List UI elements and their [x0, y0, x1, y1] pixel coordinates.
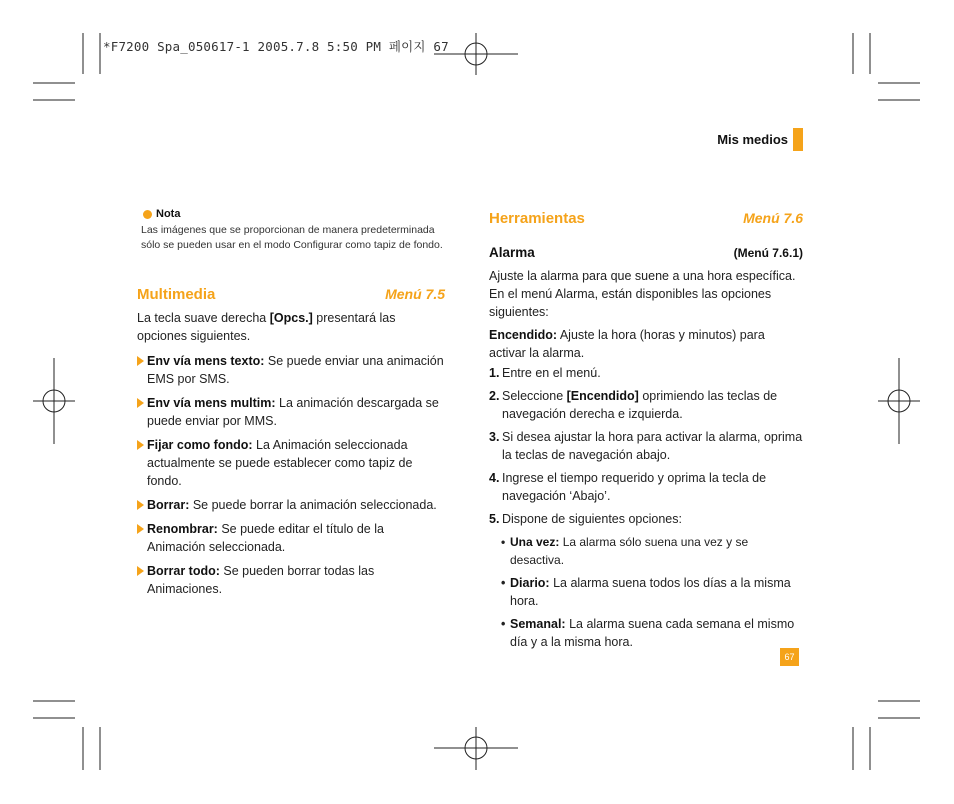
herramientas-title: Herramientas	[489, 210, 585, 227]
note-title: Nota	[156, 208, 181, 220]
option-desc: La alarma suena cada semana el mismo día y a la misma hora.	[510, 617, 795, 649]
arrow-icon	[137, 440, 144, 450]
note-heading	[141, 207, 451, 223]
step-item	[489, 364, 803, 382]
item-term: Fijar como fondo:	[147, 438, 253, 452]
item-desc: Se puede borrar la animación seleccionada.	[189, 498, 437, 512]
alarma-header	[489, 244, 803, 262]
item-term: Env vía mens texto:	[147, 354, 265, 368]
encendido-desc: Ajuste la hora (horas y minutos) para activar la alarma.	[489, 328, 765, 360]
arrow-icon	[137, 566, 144, 576]
option-item	[489, 615, 803, 651]
option-term: Una vez:	[510, 535, 560, 549]
alarma-title: Alarma	[489, 245, 535, 260]
item-desc: La Animación seleccionada actualmente se puede establecer como tapiz de fondo.	[147, 438, 413, 488]
multimedia-title: Multimedia	[137, 286, 216, 303]
herramientas-section	[489, 209, 803, 651]
list-item	[137, 520, 445, 556]
step-item	[489, 510, 803, 528]
info-icon	[143, 210, 152, 219]
arrow-icon	[137, 356, 144, 366]
item-desc: La animación descargada se puede enviar por MMS.	[147, 396, 439, 428]
list-item	[137, 496, 445, 514]
bullet-dot: •	[501, 617, 506, 631]
print-header: *F7200 Spa_050617-1 2005.7.8 5:50 PM 페이지 67	[103, 39, 449, 54]
arrow-icon	[137, 398, 144, 408]
step-item	[489, 387, 803, 423]
intro-text-end: presentará las opciones siguientes.	[137, 311, 396, 343]
step-number: 1.	[489, 366, 500, 380]
multimedia-intro	[137, 309, 445, 345]
alarma-menu-number: (Menú 7.6.1)	[733, 246, 803, 260]
list-item	[137, 352, 445, 388]
page-number: 67	[780, 648, 799, 666]
alarma-intro: Ajuste la alarma para que suene a una hora específica. En el menú Alarma, están disponibles las opciones siguientes:	[489, 269, 796, 319]
option-desc: La alarma suena todos los días a la misma hora.	[510, 576, 791, 608]
multimedia-menu-number: Menú 7.5	[385, 286, 445, 302]
section-label: Mis medios	[717, 132, 788, 147]
step-number: 5.	[489, 512, 500, 526]
step-text: Entre en el menú.	[502, 366, 601, 380]
step-text: Si desea ajustar la hora para activar la alarma, oprima la teclas de navegación abajo.	[502, 430, 803, 462]
multimedia-header	[137, 285, 445, 304]
arrow-icon	[137, 524, 144, 534]
item-desc: Se puede enviar una animación EMS por SMS.	[147, 354, 444, 386]
option-desc: La alarma sólo suena una vez y se desactiva.	[510, 535, 749, 567]
intro-text: La tecla suave derecha	[137, 311, 270, 325]
item-term: Borrar todo:	[147, 564, 220, 578]
herramientas-header	[489, 209, 803, 228]
note-text: Las imágenes que se proporcionan de manera predeterminada sólo se pueden usar en el modo Configurar como tapiz de fondo.	[141, 223, 443, 251]
item-term: Borrar:	[147, 498, 190, 512]
section-tab-bar	[793, 128, 803, 151]
encendido-term: Encendido:	[489, 328, 558, 342]
item-desc: Se pueden borrar todas las Animaciones.	[147, 564, 375, 596]
step-number: 2.	[489, 389, 500, 403]
herramientas-menu-number: Menú 7.6	[743, 210, 803, 226]
option-term: Diario:	[510, 576, 550, 590]
encendido-paragraph	[489, 326, 803, 362]
bullet-dot: •	[501, 535, 506, 549]
note-box	[141, 207, 451, 254]
option-term: Semanal:	[510, 617, 566, 631]
step-key: [Encendido]	[566, 389, 639, 403]
step-text: Ingrese el tiempo requerido y oprima la tecla de navegación ‘Abajo’.	[502, 471, 767, 503]
item-term: Renombrar:	[147, 522, 218, 536]
item-term: Env vía mens multim:	[147, 396, 276, 410]
option-item	[489, 574, 803, 610]
step-text-end: oprimiendo las teclas de navegación derecha e izquierda.	[502, 389, 778, 421]
step-number: 4.	[489, 471, 500, 485]
list-item	[137, 436, 445, 490]
section-tab	[717, 128, 803, 151]
step-item	[489, 469, 803, 505]
step-text: Seleccione	[502, 389, 567, 403]
multimedia-section	[137, 285, 445, 598]
option-item	[489, 533, 803, 569]
list-item	[137, 394, 445, 430]
bullet-dot: •	[501, 576, 506, 590]
intro-key: [Opcs.]	[269, 311, 313, 325]
item-desc: Se puede editar el título de la Animación seleccionada.	[147, 522, 384, 554]
arrow-icon	[137, 500, 144, 510]
list-item	[137, 562, 445, 598]
step-text: Dispone de siguientes opciones:	[502, 512, 682, 526]
step-number: 3.	[489, 430, 500, 444]
step-item	[489, 428, 803, 464]
